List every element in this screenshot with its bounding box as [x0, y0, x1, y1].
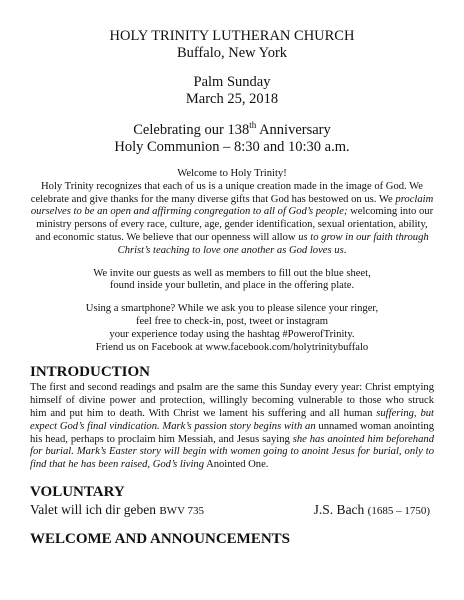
- header-block: [30, 28, 434, 108]
- church-city: Buffalo, New York: [176, 45, 288, 61]
- facebook-link: Friend us on Facebook at www.facebook.com/holytrinitybuffalo: [95, 341, 369, 353]
- occasion: Palm Sunday: [193, 74, 271, 90]
- voluntary-row: [30, 502, 434, 519]
- celebration-block: [30, 122, 434, 156]
- introduction-text: The first and second readings and psalm are the same this Sunday every year: Christ emptying himself of divine power and protection, willingly becoming vulnerable to those who struck him and put him to death. With Christ we lament his suffering and all human suffering, but expect God’s final vindication. Mark’s passion story begins with an unnamed woman anointing his head, perhaps to proclaim him Messiah, and Jesus saying she has anointed him beforehand for burial. Mark’s Easter story will begin with women going to anoint Jesus for burial, only to find that he has been raised, God’s living Anointed One.: [30, 382, 434, 471]
- smartphone-notice: Using a smartphone? While we ask you to please silence your ringer, feel free to check-in, post, tweet or instagram your experience today using the hashtag #PowerofTrinity. Friend us on Facebook at www.facebook.com/holytrinitybuffalo: [30, 303, 434, 354]
- welcome-title: Welcome to Holy Trinity!: [177, 168, 287, 179]
- welcome-statement: Holy Trinity recognizes that each of us is a unique creation made in the image of God. We celebrate and give thanks for the many diverse gifts that God has bestowed on us. We proclaim ourselves to be an open and affirming congregation to all of God’s people; welcoming into our ministry persons of every race, culture, age, gender identification, sexual orientation, ability, and economic status. We believe that our openness will allow us to grow in our faith through Christ’s teaching to love one another as God loves us.: [30, 180, 434, 256]
- voluntary-composer: J.S. Bach (1685 – 1750): [313, 501, 430, 517]
- service-date: March 25, 2018: [185, 91, 279, 107]
- communion-times: Holy Communion – 8:30 and 10:30 a.m.: [114, 139, 350, 155]
- introduction-heading: INTRODUCTION: [30, 364, 151, 381]
- church-name: HOLY TRINITY LUTHERAN CHURCH: [109, 28, 355, 44]
- voluntary-piece: Valet will ich dir geben BWV 735: [30, 501, 205, 517]
- welcome-block: [30, 168, 434, 258]
- anniversary-line: Celebrating our 138th Anniversary: [133, 120, 331, 138]
- announcements-heading: WELCOME AND ANNOUNCEMENTS: [30, 530, 291, 547]
- guest-invitation: We invite our guests as well as members to fill out the blue sheet, found inside your bulletin, and place in the offering plate.: [93, 267, 371, 292]
- voluntary-heading: VOLUNTARY: [30, 483, 125, 500]
